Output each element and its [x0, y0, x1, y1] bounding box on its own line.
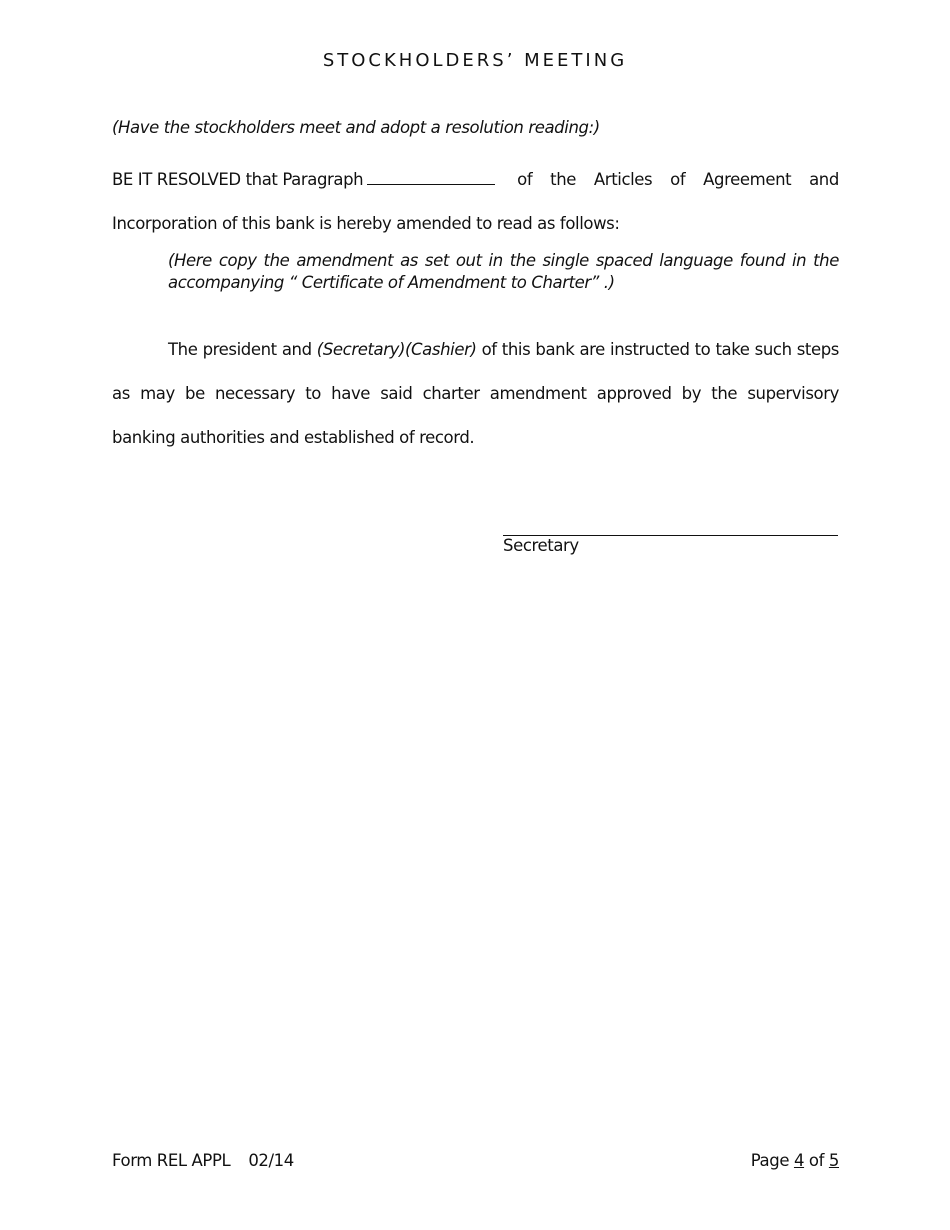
resolution-word: the [550, 170, 577, 189]
president-paragraph: The president and (Secretary)(Cashier) of this bank are instructed to take such steps as may be necessary to have said charter amendment approved by the supervisory banking authorities and established of record. [112, 340, 839, 447]
resolution-word: of [517, 170, 533, 189]
resolution-word: of [670, 170, 686, 189]
officer-title: (Secretary)(Cashier) [316, 340, 477, 359]
signature-label: Secretary [503, 536, 579, 555]
current-page: 4 [793, 1151, 805, 1170]
paragraph-number-blank[interactable] [367, 166, 495, 185]
resolution-first-line [112, 158, 839, 202]
resolution-word: Articles [593, 170, 653, 189]
instruction-text: (Have the stockholders meet and adopt a resolution reading:) [112, 118, 600, 137]
page-title: STOCKHOLDERS’ MEETING [322, 50, 628, 71]
resolution-word: and [809, 170, 839, 189]
page-number: Page 4 of 5 [750, 1151, 839, 1170]
form-identifier: Form REL APPL 02/14 [112, 1151, 294, 1170]
resolution-paragraph [112, 158, 839, 246]
form-date: 02/14 [248, 1151, 294, 1170]
resolution-word: Agreement [703, 170, 792, 189]
resolution-lead: BE IT RESOLVED that Paragraph [112, 158, 499, 202]
resolution-second-line: Incorporation of this bank is hereby amended to read as follows: [112, 214, 620, 233]
amendment-instruction: (Here copy the amendment as set out in the single spaced language found in the accompanying “ Certificate of Amendment to Charter” .) [168, 251, 839, 292]
total-pages: 5 [828, 1151, 839, 1170]
